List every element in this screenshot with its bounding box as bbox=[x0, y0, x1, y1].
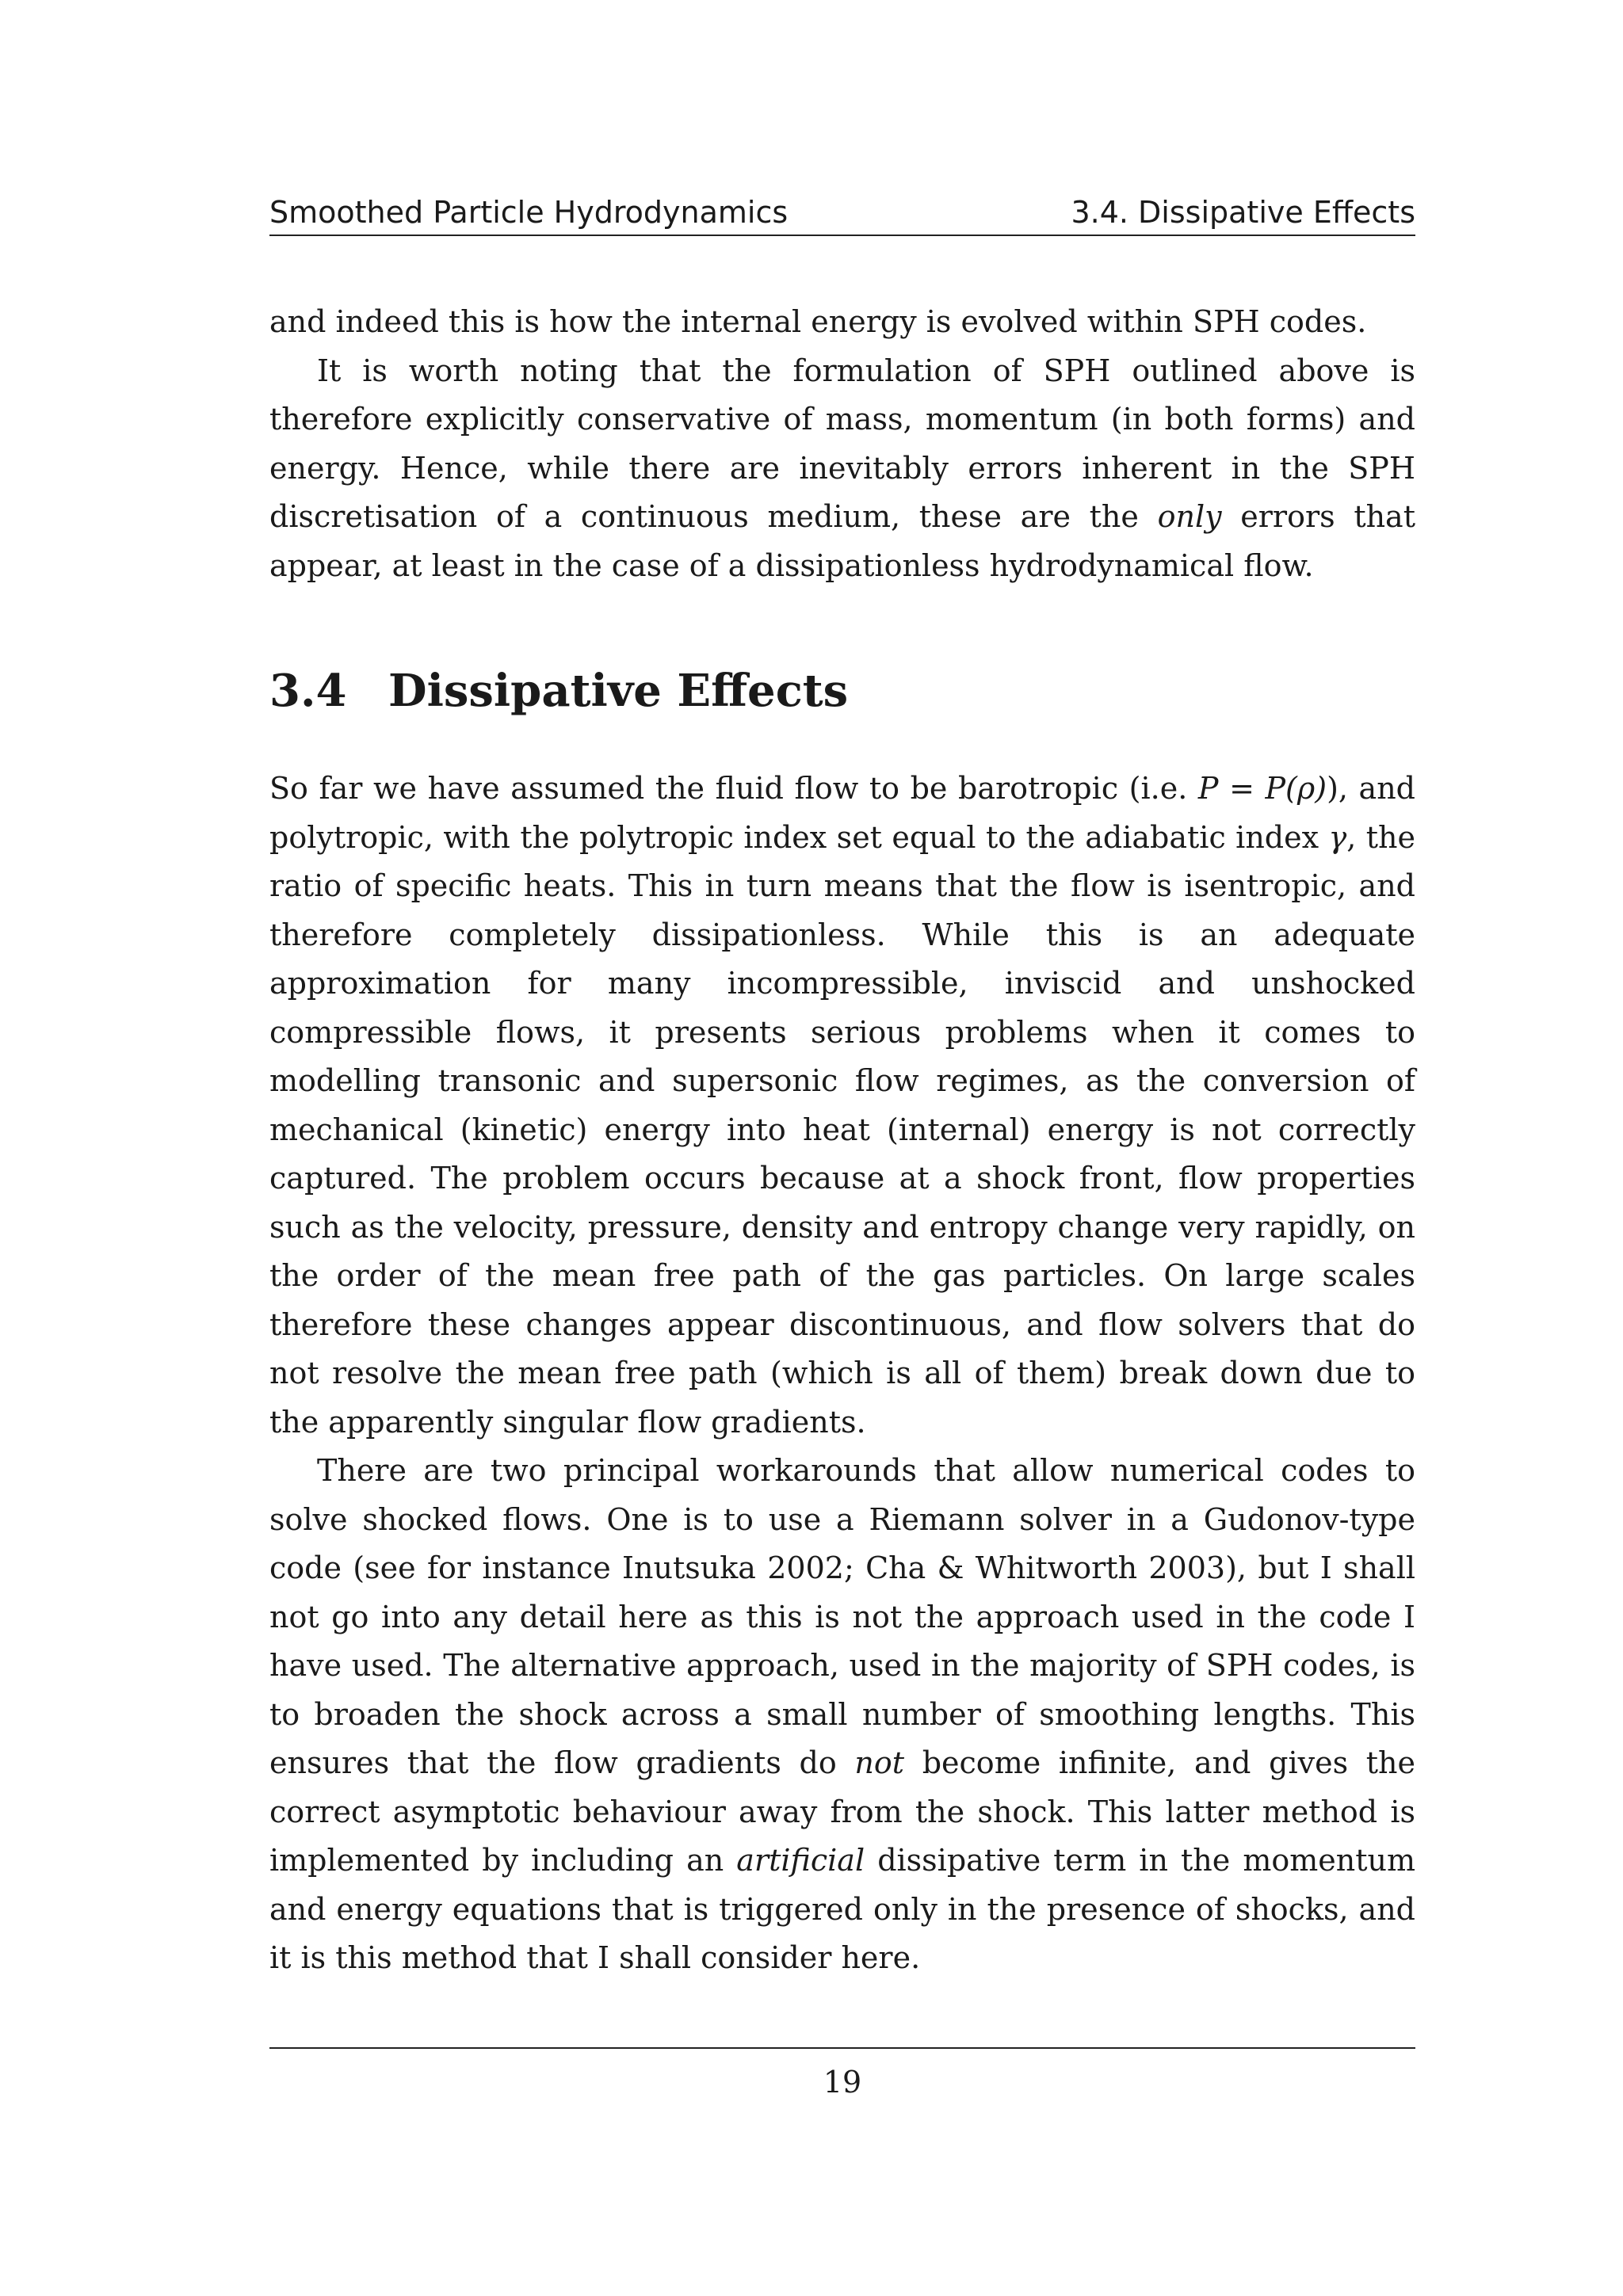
section-number: 3.4 bbox=[269, 665, 347, 717]
math-symbol: γ bbox=[1328, 819, 1347, 855]
section-title: Dissipative Effects bbox=[388, 665, 849, 717]
paragraph-continuation bbox=[269, 298, 1415, 347]
math-expression: P = P(ρ) bbox=[1197, 771, 1327, 806]
header-section-title: 3.4. Dissipative Effects bbox=[1071, 195, 1415, 230]
paragraph-workarounds bbox=[269, 1447, 1415, 1983]
footer-rule bbox=[269, 2047, 1415, 2049]
paragraph-text: dissipative term in the momentum and energy equations that is triggered only in the presence of shocks, and it is this method that I shall consider here. bbox=[269, 1843, 1415, 1975]
paragraph-text: and indeed this is how the internal energy is evolved within SPH codes. bbox=[269, 304, 1367, 339]
emphasis-text: not bbox=[854, 1745, 905, 1780]
paragraph-text: So far we have assumed the fluid flow to be barotropic (i.e. bbox=[269, 771, 1198, 806]
emphasis-text: only bbox=[1157, 499, 1222, 534]
paragraph-text: errors that appear, at least in the case of a dissipationless hydrodynamical flow. bbox=[269, 499, 1415, 583]
paragraph-text: become infinite, and gives the correct asymptotic behaviour away from the shock. This latter method is implemented by including an bbox=[269, 1745, 1415, 1878]
paragraph-barotropic bbox=[269, 765, 1415, 1447]
header-chapter-title: Smoothed Particle Hydrodynamics bbox=[269, 195, 789, 230]
paragraph-text: It is worth noting that the formulation of SPH outlined above is therefore explicitly conservative of mass, momentum (in both forms) and energy. Hence, while there are inevitably errors inherent in the SPH discretisation of a continuous medium, these are the bbox=[269, 353, 1415, 534]
paragraph-conservation bbox=[269, 347, 1415, 591]
paragraph-text: ), and polytropic, with the polytropic index set equal to the adiabatic index bbox=[269, 771, 1416, 855]
section-heading bbox=[269, 663, 1415, 719]
running-header bbox=[269, 190, 1415, 236]
paragraph-text: , the ratio of specific heats. This in turn means that the flow is isentropic, and therefore completely dissipationless. While this is an adequate approximation for many incompressible, inviscid and unshocked compressible flows, it presents serious problems when it comes to modelling transonic and supersonic flow regimes, as the conversion of mechanical (kinetic) energy into heat (internal) energy is not correctly captured. The problem occurs because at a shock front, flow properties such as the velocity, pressure, density and entropy change very rapidly, on the order of the mean free path of the gas particles. On large scales therefore these changes appear discontinuous, and flow solvers that do not resolve the mean free path (which is all of them) break down due to the apparently singular flow gradients. bbox=[269, 819, 1416, 1440]
paragraph-text: There are two principal workarounds that allow numerical codes to solve shocked flows. One is to use a Riemann solver in a Gudonov-type code (see for instance Inutsuka 2002; Cha & Whitworth 2003), but I shall not go into any detail here as this is not the approach used in the code I have used. The alternative approach, used in the majority of SPH codes, is to broaden the shock across a small number of smoothing lengths. This ensures that the flow gradients do bbox=[269, 1453, 1415, 1780]
main-text bbox=[269, 298, 1415, 1983]
page-number: 19 bbox=[823, 2065, 862, 2100]
emphasis-text: artificial bbox=[736, 1843, 865, 1878]
